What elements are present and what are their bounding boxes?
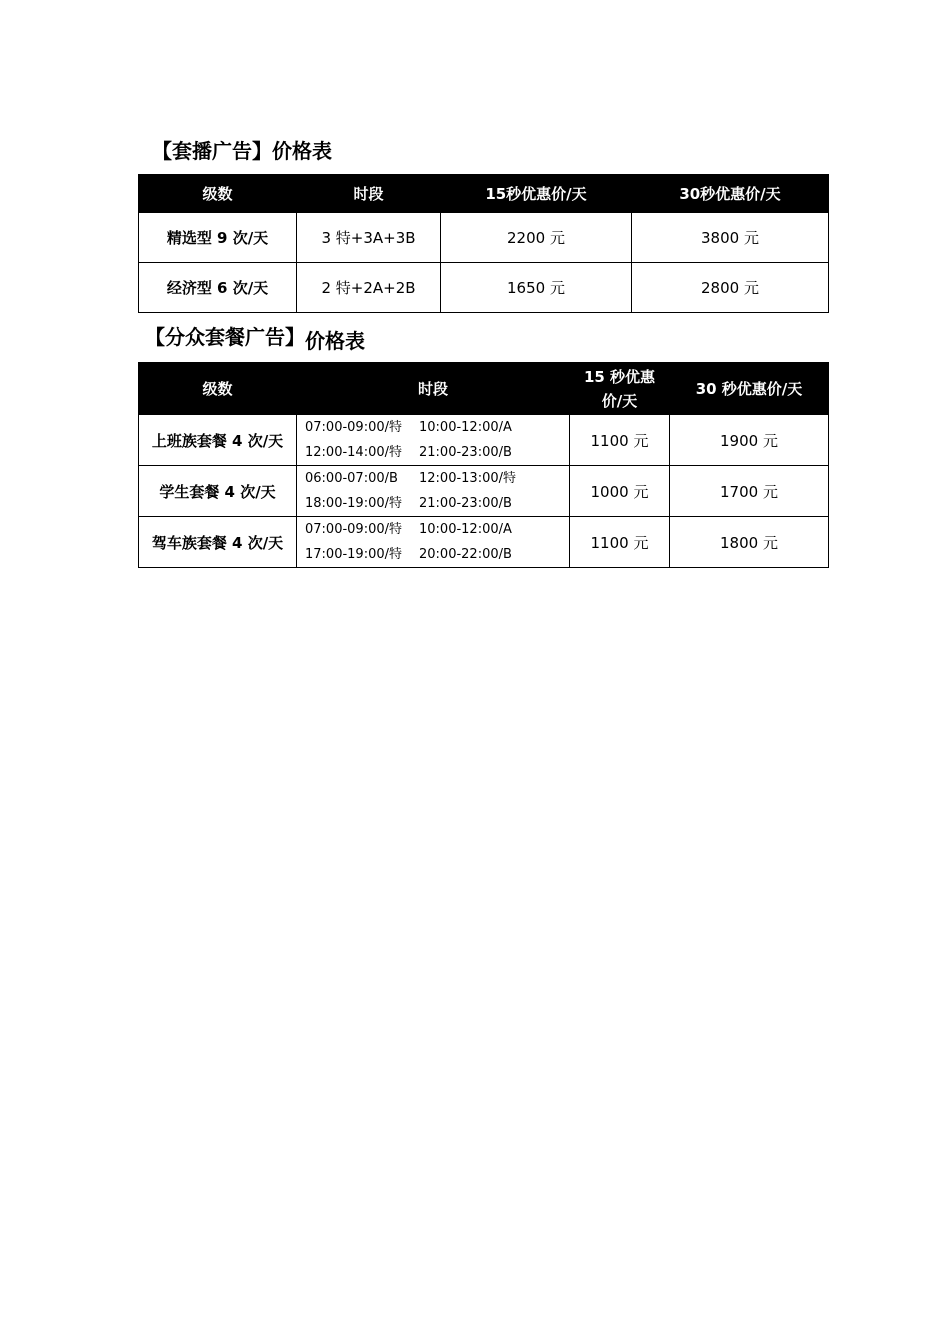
grade-cell: 驾车族套餐 4 次/天 — [139, 517, 297, 568]
timeslot-cell: 3 特+3A+3B — [297, 213, 441, 263]
timeslot-entry: 21:00-23:00/B — [419, 445, 512, 460]
timeslot-line — [305, 440, 569, 465]
timeslot-line — [305, 415, 569, 440]
grade-cell: 上班族套餐 4 次/天 — [139, 415, 297, 466]
package-price-table — [138, 174, 829, 313]
table-row — [139, 263, 829, 313]
table-row — [139, 466, 829, 517]
timeslot-line — [305, 542, 569, 567]
price-30s-cell: 2800 元 — [632, 263, 829, 313]
price-15s-cell: 2200 元 — [441, 213, 632, 263]
table-row — [139, 415, 829, 466]
header-price-15s-line2: 价/天 — [601, 391, 638, 410]
segment-package-price-table — [138, 362, 829, 568]
timeslot-cell — [297, 415, 570, 466]
timeslot-entry: 10:00-12:00/A — [419, 522, 512, 537]
timeslot-line — [305, 491, 569, 516]
grade-cell: 学生套餐 4 次/天 — [139, 466, 297, 517]
table-header-row — [139, 175, 829, 213]
price-30s-cell: 1800 元 — [670, 517, 829, 568]
price-15s-cell: 1100 元 — [570, 517, 670, 568]
header-timeslot: 时段 — [297, 175, 441, 213]
header-price-15s-line1: 15 秒优惠 — [583, 367, 656, 386]
timeslot-cell — [297, 466, 570, 517]
timeslot-entry: 07:00-09:00/特 — [305, 420, 402, 435]
header-price-15s: 15秒优惠价/天 — [441, 175, 632, 213]
section2-title-bracket: 【分众套餐广告】 — [145, 325, 305, 349]
timeslot-cell: 2 特+2A+2B — [297, 263, 441, 313]
timeslot-line — [305, 466, 569, 491]
timeslot-entry: 17:00-19:00/特 — [305, 547, 402, 562]
header-timeslot: 时段 — [297, 363, 570, 415]
table-row — [139, 517, 829, 568]
section1-title-bracket: 【套播广告】 — [152, 139, 272, 163]
header-price-30s: 30 秒优惠价/天 — [670, 363, 829, 415]
timeslot-entry: 18:00-19:00/特 — [305, 496, 402, 511]
header-grade: 级数 — [139, 175, 297, 213]
timeslot-entry: 07:00-09:00/特 — [305, 522, 402, 537]
header-price-30s: 30秒优惠价/天 — [632, 175, 829, 213]
header-grade: 级数 — [139, 363, 297, 415]
price-15s-cell: 1100 元 — [570, 415, 670, 466]
price-15s-cell: 1000 元 — [570, 466, 670, 517]
grade-cell: 精选型 9 次/天 — [139, 213, 297, 263]
price-30s-cell: 3800 元 — [632, 213, 829, 263]
price-15s-cell: 1650 元 — [441, 263, 632, 313]
timeslot-entry: 12:00-13:00/特 — [419, 471, 516, 486]
table-header-row — [139, 363, 829, 415]
timeslot-entry: 06:00-07:00/B — [305, 471, 398, 486]
timeslot-entry: 20:00-22:00/B — [419, 547, 512, 562]
table-row — [139, 213, 829, 263]
timeslot-entry: 10:00-12:00/A — [419, 420, 512, 435]
section1-title-rest: 价格表 — [272, 139, 332, 163]
section1-title — [152, 141, 332, 161]
price-30s-cell: 1700 元 — [670, 466, 829, 517]
section2-title — [145, 325, 365, 353]
timeslot-entry: 12:00-14:00/特 — [305, 445, 402, 460]
timeslot-entry: 21:00-23:00/B — [419, 496, 512, 511]
header-price-15s — [570, 363, 670, 415]
timeslot-cell — [297, 517, 570, 568]
grade-cell: 经济型 6 次/天 — [139, 263, 297, 313]
timeslot-line — [305, 517, 569, 542]
section2-title-rest: 价格表 — [305, 329, 365, 353]
price-30s-cell: 1900 元 — [670, 415, 829, 466]
